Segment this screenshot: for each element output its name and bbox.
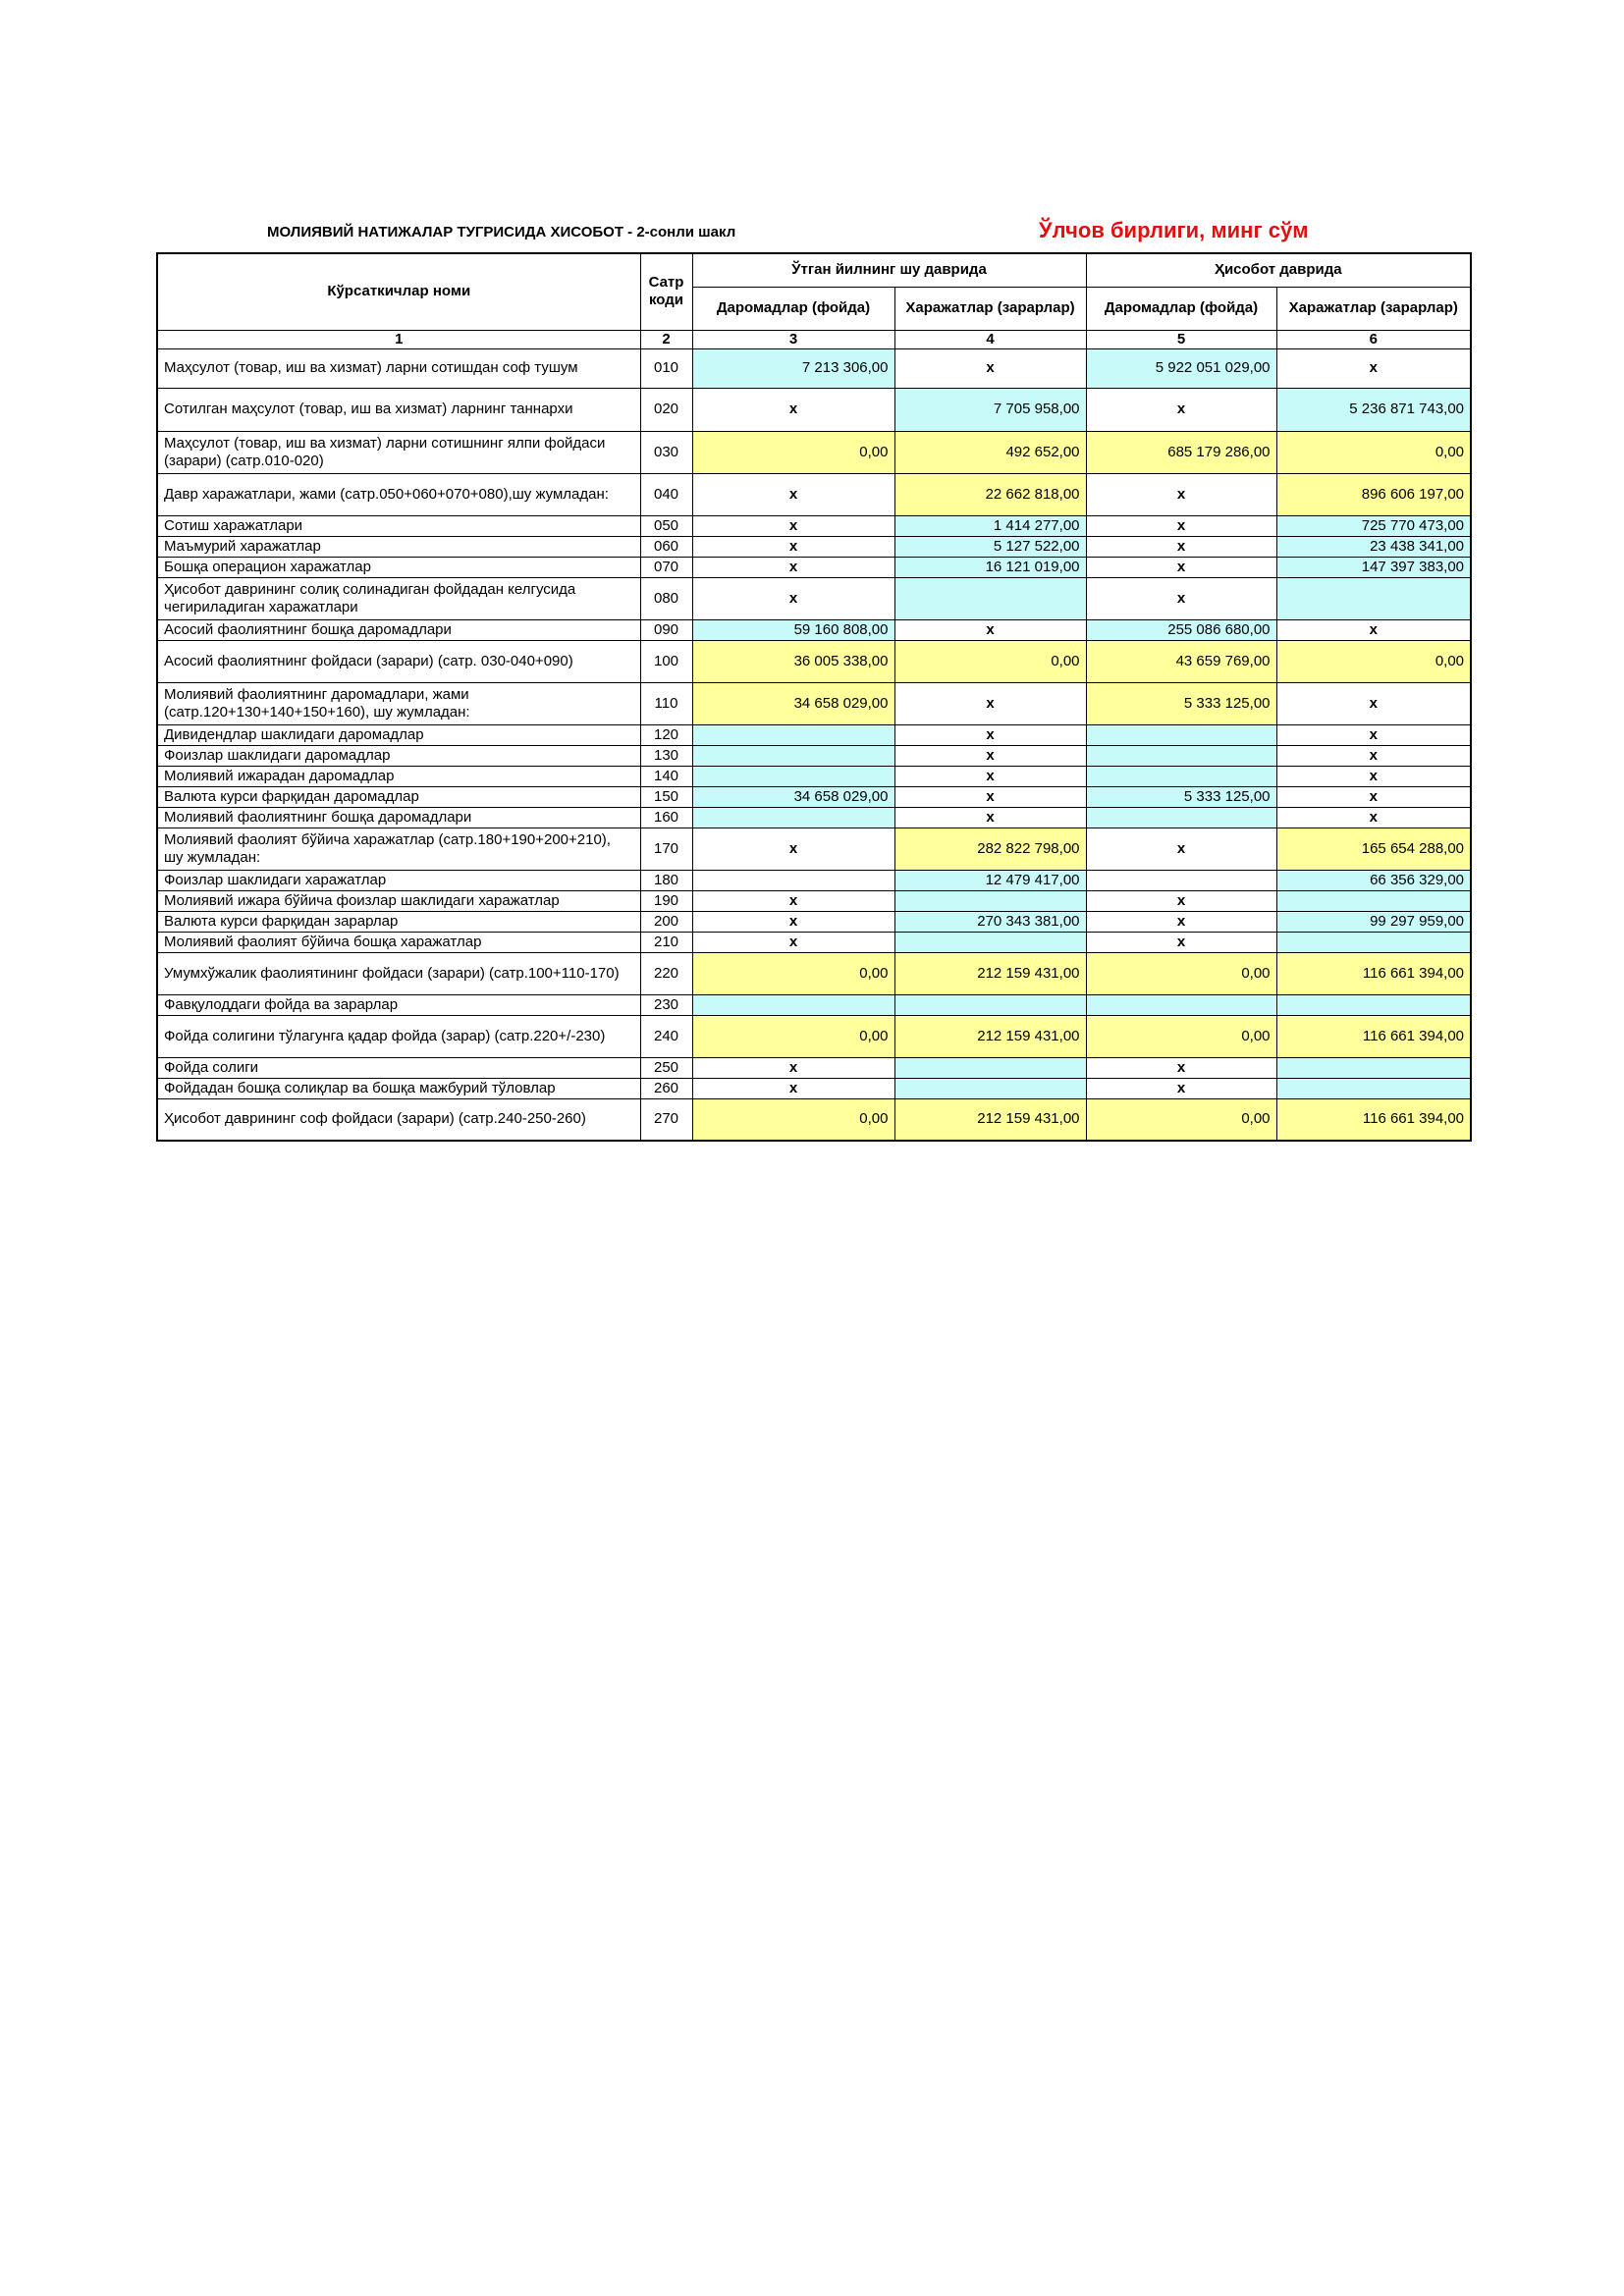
value-cell: 5 127 522,00 bbox=[894, 536, 1086, 557]
value-cell: 7 213 306,00 bbox=[692, 348, 894, 388]
value-cell bbox=[894, 890, 1086, 911]
value-cell bbox=[692, 766, 894, 786]
row-code: 150 bbox=[640, 786, 692, 807]
value-cell: 36 005 338,00 bbox=[692, 640, 894, 682]
row-label: Сотиш харажатлари bbox=[157, 515, 640, 536]
row-code: 230 bbox=[640, 994, 692, 1015]
value-cell bbox=[894, 1078, 1086, 1098]
value-cell: 43 659 769,00 bbox=[1086, 640, 1276, 682]
col-header-report-period: Ҳисобот даврида bbox=[1086, 253, 1471, 287]
table-row bbox=[157, 536, 1471, 557]
table-row bbox=[157, 911, 1471, 932]
table-row bbox=[157, 577, 1471, 619]
row-code: 270 bbox=[640, 1098, 692, 1141]
row-label: Асосий фаолиятнинг бошқа даромадлари bbox=[157, 619, 640, 640]
table-row bbox=[157, 932, 1471, 952]
not-applicable-cell: x bbox=[894, 745, 1086, 766]
row-code: 060 bbox=[640, 536, 692, 557]
not-applicable-cell: x bbox=[692, 911, 894, 932]
row-label: Молиявий ижарадан даромадлар bbox=[157, 766, 640, 786]
row-code: 220 bbox=[640, 952, 692, 994]
value-cell: 0,00 bbox=[1086, 1015, 1276, 1057]
value-cell: 1 414 277,00 bbox=[894, 515, 1086, 536]
value-cell: 212 159 431,00 bbox=[894, 1098, 1086, 1141]
row-code: 080 bbox=[640, 577, 692, 619]
not-applicable-cell: x bbox=[692, 1078, 894, 1098]
value-cell: 66 356 329,00 bbox=[1276, 870, 1471, 890]
table-row bbox=[157, 724, 1471, 745]
row-label: Маҳсулот (товар, иш ва хизмат) ларни сотишдан соф тушум bbox=[157, 348, 640, 388]
not-applicable-cell: x bbox=[894, 766, 1086, 786]
table-row bbox=[157, 640, 1471, 682]
value-cell: 116 661 394,00 bbox=[1276, 1015, 1471, 1057]
value-cell: 5 333 125,00 bbox=[1086, 682, 1276, 724]
not-applicable-cell: x bbox=[1276, 619, 1471, 640]
not-applicable-cell: x bbox=[894, 786, 1086, 807]
row-code: 070 bbox=[640, 557, 692, 577]
row-code: 040 bbox=[640, 473, 692, 515]
row-label: Молиявий фаолият бўйича харажатлар (сатр.180+190+200+210), шу жумладан: bbox=[157, 828, 640, 870]
row-label: Молиявий фаолият бўйича бошқа харажатлар bbox=[157, 932, 640, 952]
row-label: Молиявий ижара бўйича фоизлар шаклидаги харажатлар bbox=[157, 890, 640, 911]
column-number: 5 bbox=[1086, 330, 1276, 348]
row-label: Асосий фаолиятнинг фойдаси (зарари) (сатр. 030-040+090) bbox=[157, 640, 640, 682]
row-label: Валюта курси фарқидан даромадлар bbox=[157, 786, 640, 807]
value-cell bbox=[1086, 870, 1276, 890]
not-applicable-cell: x bbox=[1086, 473, 1276, 515]
row-label: Фавқулоддаги фойда ва зарарлар bbox=[157, 994, 640, 1015]
row-label: Ҳисобот даврининг соф фойдаси (зарари) (сатр.240-250-260) bbox=[157, 1098, 640, 1141]
value-cell: 5 333 125,00 bbox=[1086, 786, 1276, 807]
column-number: 4 bbox=[894, 330, 1086, 348]
row-code: 160 bbox=[640, 807, 692, 828]
not-applicable-cell: x bbox=[692, 1057, 894, 1078]
not-applicable-cell: x bbox=[1086, 890, 1276, 911]
value-cell: 116 661 394,00 bbox=[1276, 1098, 1471, 1141]
value-cell bbox=[692, 994, 894, 1015]
report-body bbox=[157, 348, 1471, 1141]
not-applicable-cell: x bbox=[692, 536, 894, 557]
value-cell bbox=[692, 807, 894, 828]
row-code: 170 bbox=[640, 828, 692, 870]
row-code: 010 bbox=[640, 348, 692, 388]
not-applicable-cell: x bbox=[1276, 724, 1471, 745]
not-applicable-cell: x bbox=[894, 348, 1086, 388]
not-applicable-cell: x bbox=[1086, 828, 1276, 870]
value-cell bbox=[1276, 1057, 1471, 1078]
value-cell: 7 705 958,00 bbox=[894, 388, 1086, 431]
value-cell: 212 159 431,00 bbox=[894, 952, 1086, 994]
row-label: Бошқа операцион харажатлар bbox=[157, 557, 640, 577]
not-applicable-cell: x bbox=[894, 724, 1086, 745]
not-applicable-cell: x bbox=[1276, 682, 1471, 724]
value-cell: 0,00 bbox=[692, 952, 894, 994]
value-cell: 5 922 051 029,00 bbox=[1086, 348, 1276, 388]
value-cell bbox=[1276, 577, 1471, 619]
col-header-code: Сатр коди bbox=[640, 253, 692, 330]
value-cell: 212 159 431,00 bbox=[894, 1015, 1086, 1057]
value-cell bbox=[1276, 890, 1471, 911]
not-applicable-cell: x bbox=[692, 388, 894, 431]
row-label: Маҳсулот (товар, иш ва хизмат) ларни сотишнинг ялпи фойдаси (зарари) (сатр.010-020) bbox=[157, 431, 640, 473]
not-applicable-cell: x bbox=[1086, 911, 1276, 932]
value-cell: 896 606 197,00 bbox=[1276, 473, 1471, 515]
not-applicable-cell: x bbox=[894, 682, 1086, 724]
not-applicable-cell: x bbox=[1086, 536, 1276, 557]
table-row bbox=[157, 557, 1471, 577]
value-cell: 0,00 bbox=[692, 1015, 894, 1057]
table-row bbox=[157, 766, 1471, 786]
value-cell bbox=[894, 577, 1086, 619]
row-label: Молиявий фаолиятнинг бошқа даромадлари bbox=[157, 807, 640, 828]
row-label: Сотилган маҳсулот (товар, иш ва хизмат) ларнинг таннархи bbox=[157, 388, 640, 431]
col-header-prev-period: Ўтган йилнинг шу даврида bbox=[692, 253, 1086, 287]
col-header-name: Кўрсаткичлар номи bbox=[157, 253, 640, 330]
table-row bbox=[157, 952, 1471, 994]
value-cell: 0,00 bbox=[1276, 431, 1471, 473]
value-cell: 492 652,00 bbox=[894, 431, 1086, 473]
value-cell: 255 086 680,00 bbox=[1086, 619, 1276, 640]
value-cell: 0,00 bbox=[1086, 952, 1276, 994]
row-code: 140 bbox=[640, 766, 692, 786]
not-applicable-cell: x bbox=[1086, 1078, 1276, 1098]
value-cell: 147 397 383,00 bbox=[1276, 557, 1471, 577]
table-row bbox=[157, 388, 1471, 431]
table-row bbox=[157, 515, 1471, 536]
col-header-prev-expense: Харажатлар (зарарлар) bbox=[894, 287, 1086, 330]
value-cell bbox=[692, 724, 894, 745]
value-cell: 116 661 394,00 bbox=[1276, 952, 1471, 994]
value-cell: 0,00 bbox=[1276, 640, 1471, 682]
not-applicable-cell: x bbox=[1086, 557, 1276, 577]
value-cell bbox=[692, 745, 894, 766]
not-applicable-cell: x bbox=[692, 515, 894, 536]
value-cell: 99 297 959,00 bbox=[1276, 911, 1471, 932]
value-cell: 5 236 871 743,00 bbox=[1276, 388, 1471, 431]
table-row bbox=[157, 1098, 1471, 1141]
row-code: 100 bbox=[640, 640, 692, 682]
value-cell bbox=[1276, 932, 1471, 952]
value-cell: 0,00 bbox=[1086, 1098, 1276, 1141]
not-applicable-cell: x bbox=[1086, 388, 1276, 431]
table-row bbox=[157, 786, 1471, 807]
column-number-row bbox=[157, 330, 1471, 348]
row-label: Дивидендлар шаклидаги даромадлар bbox=[157, 724, 640, 745]
row-code: 180 bbox=[640, 870, 692, 890]
not-applicable-cell: x bbox=[692, 473, 894, 515]
value-cell: 34 658 029,00 bbox=[692, 682, 894, 724]
row-label: Фоизлар шаклидаги даромадлар bbox=[157, 745, 640, 766]
value-cell bbox=[1086, 724, 1276, 745]
not-applicable-cell: x bbox=[692, 932, 894, 952]
table-row bbox=[157, 348, 1471, 388]
col-header-report-expense: Харажатлар (зарарлар) bbox=[1276, 287, 1471, 330]
table-row bbox=[157, 890, 1471, 911]
financial-results-table bbox=[156, 252, 1472, 1142]
value-cell: 23 438 341,00 bbox=[1276, 536, 1471, 557]
report-title: МОЛИЯВИЙ НАТИЖАЛАР ТУГРИСИДА ХИСОБОТ - 2-сонли шакл bbox=[267, 224, 736, 240]
value-cell bbox=[894, 932, 1086, 952]
not-applicable-cell: x bbox=[692, 557, 894, 577]
row-label: Фойда солиги bbox=[157, 1057, 640, 1078]
table-row bbox=[157, 870, 1471, 890]
value-cell bbox=[1086, 807, 1276, 828]
value-cell bbox=[1086, 766, 1276, 786]
value-cell: 0,00 bbox=[692, 1098, 894, 1141]
not-applicable-cell: x bbox=[894, 807, 1086, 828]
not-applicable-cell: x bbox=[692, 890, 894, 911]
table-row bbox=[157, 745, 1471, 766]
value-cell: 22 662 818,00 bbox=[894, 473, 1086, 515]
value-cell bbox=[1086, 745, 1276, 766]
table-row bbox=[157, 1057, 1471, 1078]
col-header-report-income: Даромадлар (фойда) bbox=[1086, 287, 1276, 330]
row-label: Молиявий фаолиятнинг даромадлари, жами (сатр.120+130+140+150+160), шу жумладан: bbox=[157, 682, 640, 724]
value-cell: 34 658 029,00 bbox=[692, 786, 894, 807]
row-code: 020 bbox=[640, 388, 692, 431]
value-cell: 0,00 bbox=[692, 431, 894, 473]
row-code: 110 bbox=[640, 682, 692, 724]
row-code: 250 bbox=[640, 1057, 692, 1078]
not-applicable-cell: x bbox=[1086, 932, 1276, 952]
row-code: 240 bbox=[640, 1015, 692, 1057]
value-cell: 165 654 288,00 bbox=[1276, 828, 1471, 870]
not-applicable-cell: x bbox=[1276, 807, 1471, 828]
unit-label: Ўлчов бирлиги, минг сўм bbox=[1039, 218, 1309, 242]
table-row bbox=[157, 828, 1471, 870]
value-cell: 0,00 bbox=[894, 640, 1086, 682]
not-applicable-cell: x bbox=[1276, 766, 1471, 786]
value-cell: 16 121 019,00 bbox=[894, 557, 1086, 577]
not-applicable-cell: x bbox=[1086, 577, 1276, 619]
row-label: Фойдадан бошқа солиқлар ва бошқа мажбурий тўловлар bbox=[157, 1078, 640, 1098]
col-header-prev-income: Даромадлар (фойда) bbox=[692, 287, 894, 330]
not-applicable-cell: x bbox=[692, 577, 894, 619]
column-number: 1 bbox=[157, 330, 640, 348]
value-cell: 725 770 473,00 bbox=[1276, 515, 1471, 536]
table-row bbox=[157, 619, 1471, 640]
row-code: 130 bbox=[640, 745, 692, 766]
value-cell bbox=[894, 994, 1086, 1015]
row-code: 210 bbox=[640, 932, 692, 952]
row-code: 050 bbox=[640, 515, 692, 536]
value-cell bbox=[1086, 994, 1276, 1015]
column-number: 6 bbox=[1276, 330, 1471, 348]
table-row bbox=[157, 994, 1471, 1015]
not-applicable-cell: x bbox=[1086, 1057, 1276, 1078]
row-code: 200 bbox=[640, 911, 692, 932]
table-row bbox=[157, 473, 1471, 515]
row-code: 260 bbox=[640, 1078, 692, 1098]
not-applicable-cell: x bbox=[1276, 745, 1471, 766]
value-cell: 270 343 381,00 bbox=[894, 911, 1086, 932]
row-label: Ҳисобот даврининг солиқ солинадиган фойдадан келгусида чегириладиган харажатлари bbox=[157, 577, 640, 619]
row-code: 030 bbox=[640, 431, 692, 473]
value-cell: 282 822 798,00 bbox=[894, 828, 1086, 870]
row-code: 120 bbox=[640, 724, 692, 745]
table-row bbox=[157, 1078, 1471, 1098]
column-number: 2 bbox=[640, 330, 692, 348]
row-label: Умумхўжалик фаолиятининг фойдаси (зарари) (сатр.100+110-170) bbox=[157, 952, 640, 994]
not-applicable-cell: x bbox=[692, 828, 894, 870]
row-code: 090 bbox=[640, 619, 692, 640]
value-cell: 685 179 286,00 bbox=[1086, 431, 1276, 473]
row-label: Маъмурий харажатлар bbox=[157, 536, 640, 557]
value-cell bbox=[1276, 994, 1471, 1015]
row-label: Фоизлар шаклидаги харажатлар bbox=[157, 870, 640, 890]
table-row bbox=[157, 1015, 1471, 1057]
table-row bbox=[157, 431, 1471, 473]
value-cell bbox=[894, 1057, 1086, 1078]
row-label: Давр харажатлари, жами (сатр.050+060+070+080),шу жумладан: bbox=[157, 473, 640, 515]
not-applicable-cell: x bbox=[894, 619, 1086, 640]
row-code: 190 bbox=[640, 890, 692, 911]
row-label: Фойда солигини тўлагунга қадар фойда (зарар) (сатр.220+/-230) bbox=[157, 1015, 640, 1057]
value-cell bbox=[692, 870, 894, 890]
table-row bbox=[157, 807, 1471, 828]
not-applicable-cell: x bbox=[1276, 786, 1471, 807]
table-row bbox=[157, 682, 1471, 724]
not-applicable-cell: x bbox=[1086, 515, 1276, 536]
value-cell bbox=[1276, 1078, 1471, 1098]
not-applicable-cell: x bbox=[1276, 348, 1471, 388]
value-cell: 59 160 808,00 bbox=[692, 619, 894, 640]
column-number: 3 bbox=[692, 330, 894, 348]
value-cell: 12 479 417,00 bbox=[894, 870, 1086, 890]
row-label: Валюта курси фарқидан зарарлар bbox=[157, 911, 640, 932]
